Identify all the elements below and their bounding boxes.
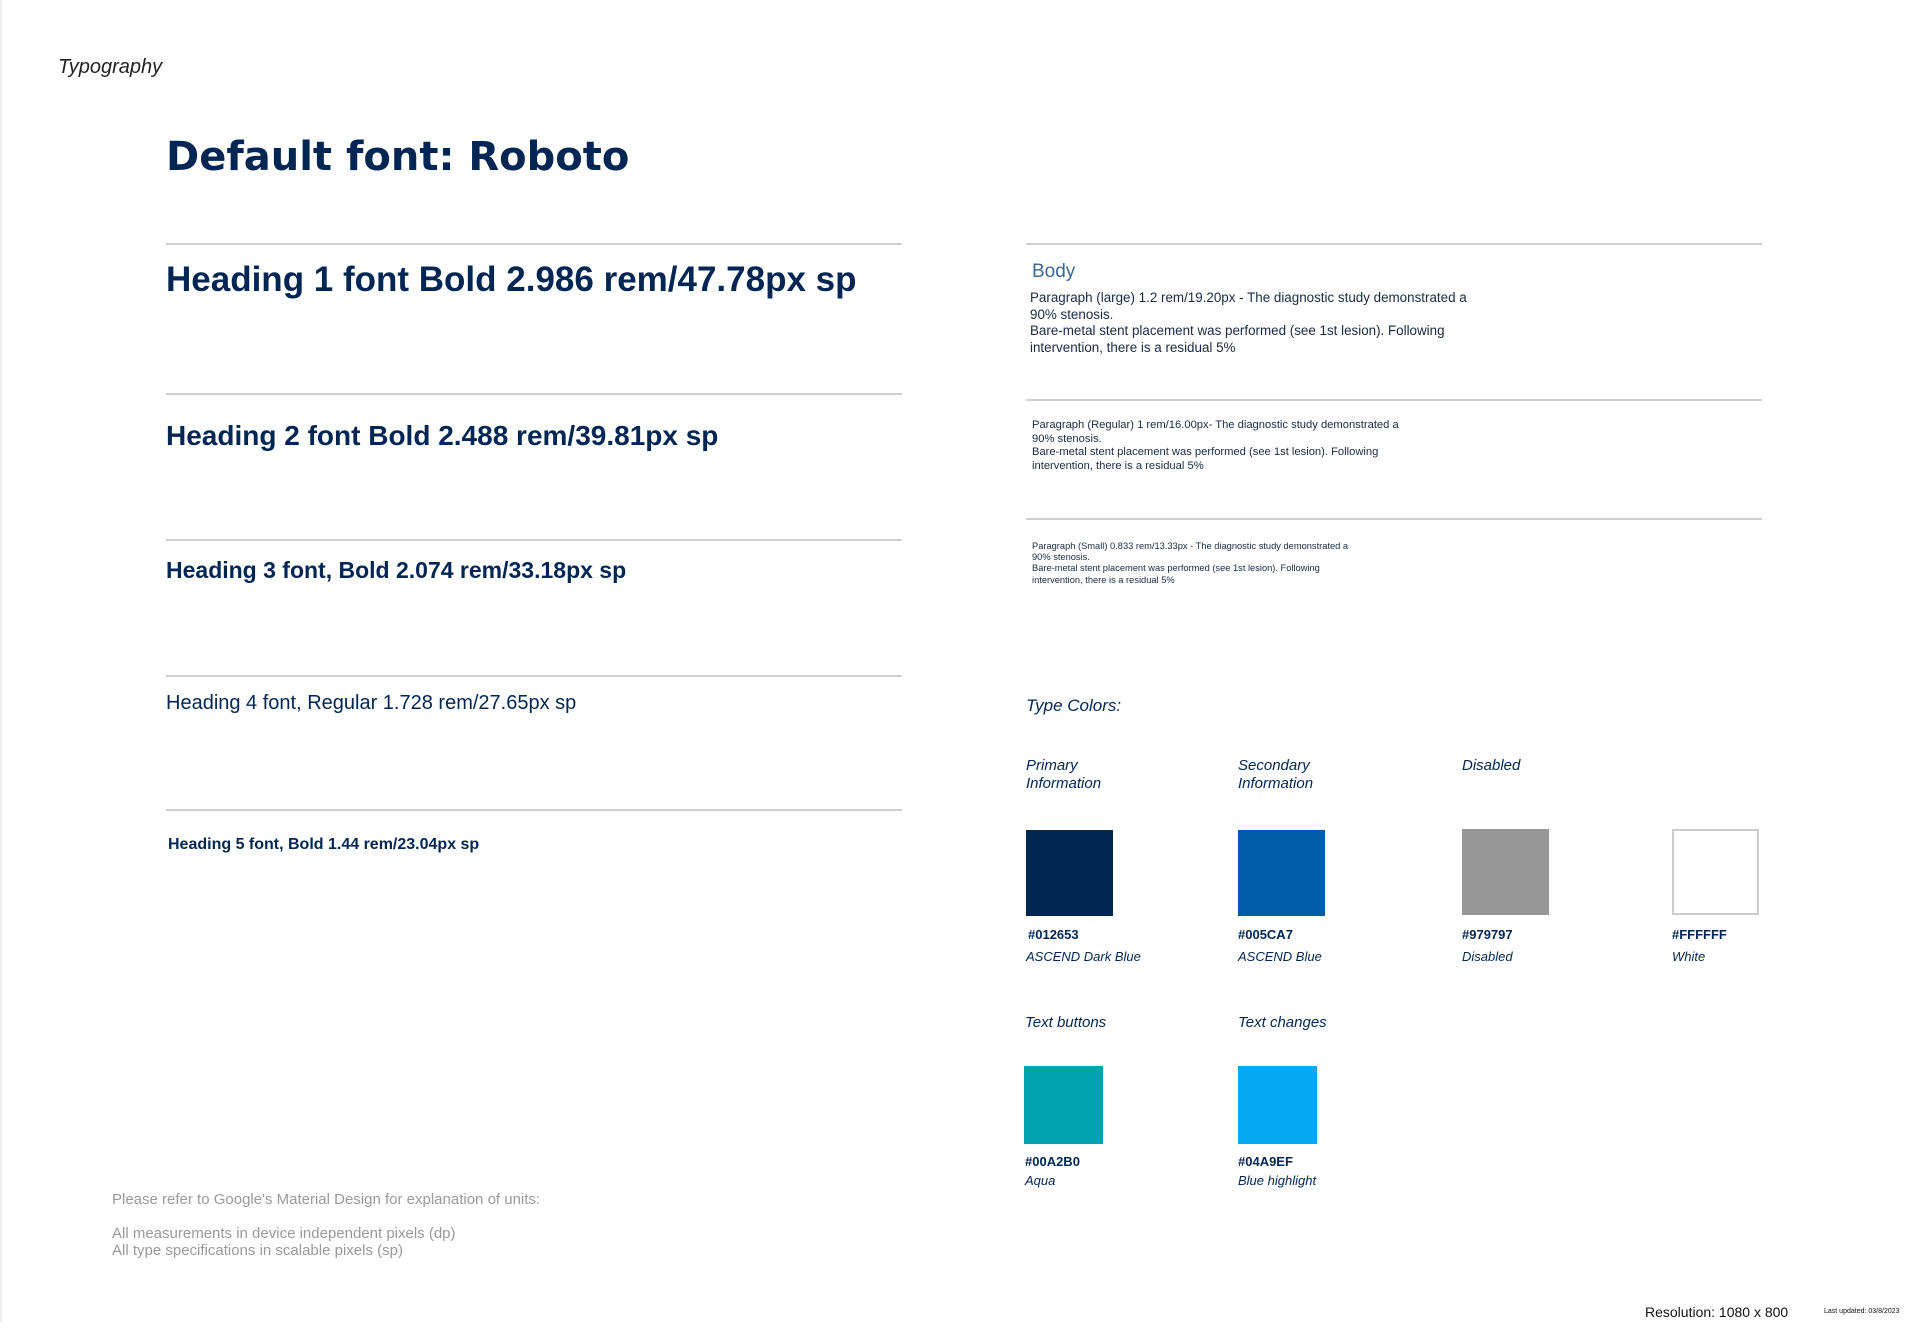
swatch-name: ASCEND Blue [1238,949,1322,964]
resolution-label: Resolution: 1080 x 800 [1645,1304,1789,1320]
heading-2-sample: Heading 2 font Bold 2.488 rem/39.81px sp [166,420,719,451]
heading-4-sample: Heading 4 font, Regular 1.728 rem/27.65px sp [166,692,577,714]
divider [1026,399,1762,401]
page-edge [0,0,2,1322]
swatch-hex: #979797 [1462,927,1513,942]
paragraph-line: Bare-metal stent placement was performed (see 1st lesion). Following [1030,323,1445,338]
paragraph-line: Paragraph (Regular) 1 rem/16.00px- The diagnostic study demonstrated a [1032,419,1399,431]
secondary-information-label [1238,757,1313,793]
type-colors-label: Type Colors: [1026,696,1122,715]
swatch-hex: #04A9EF [1238,1154,1293,1169]
swatch-name: ASCEND Dark Blue [1026,949,1141,964]
paragraph-line: intervention, there is a residual 5% [1032,574,1175,585]
divider [166,675,902,677]
section-label: Typography [58,56,163,78]
paragraph-line: 90% stenosis. [1032,432,1102,445]
dp-note: All measurements in device independent pixels (dp) [112,1225,456,1242]
heading-3-sample: Heading 3 font, Bold 2.074 rem/33.18px sp [166,557,627,583]
divider [1026,243,1762,245]
paragraph-small-sample [1032,541,1412,586]
paragraph-line: Bare-metal stent placement was performed (see 1st lesion). Following [1032,446,1379,459]
label-line: Secondary [1238,757,1310,774]
swatch-aqua [1024,1066,1103,1144]
body-label: Body [1032,261,1076,282]
swatch-ascend-blue [1238,830,1325,916]
divider [166,809,902,811]
swatch-dark-blue [1026,830,1113,916]
swatch-name: White [1672,949,1706,964]
paragraph-line: 90% stenosis. [1032,552,1090,563]
label-line: Information [1026,775,1102,792]
last-updated-label: Last updated: 03/8/2023 [1824,1308,1900,1315]
text-buttons-label: Text buttons [1025,1014,1107,1031]
swatch-white [1672,829,1759,915]
divider [166,539,902,541]
material-design-note: Please refer to Google's Material Design for explanation of units: [112,1191,541,1208]
swatch-name: Blue highlight [1238,1173,1317,1188]
sp-note: All type specifications in scalable pixels (sp) [112,1242,403,1259]
divider [166,243,902,245]
disabled-label: Disabled [1462,757,1521,774]
swatch-hex: #FFFFFF [1672,927,1727,942]
text-changes-label: Text changes [1238,1014,1327,1031]
label-line: Primary [1026,757,1078,774]
swatch-hex: #00A2B0 [1025,1154,1080,1169]
primary-information-label [1026,757,1101,793]
label-line: Information [1238,775,1314,792]
swatch-hex: #012653 [1028,927,1079,942]
divider [1026,518,1762,520]
swatch-name: Aqua [1025,1173,1056,1188]
paragraph-large-sample [1030,290,1530,356]
swatch-blue-highlight [1238,1066,1317,1144]
divider [166,393,902,395]
paragraph-regular-sample [1032,419,1462,473]
paragraph-line: Bare-metal stent placement was performed (see 1st lesion). Following [1032,563,1320,574]
paragraph-line: intervention, there is a residual 5% [1030,339,1236,355]
swatch-disabled-grey [1462,829,1549,915]
paragraph-line: Paragraph (large) 1.2 rem/19.20px - The diagnostic study demonstrated a [1030,290,1467,305]
swatch-name: Disabled [1462,949,1513,964]
paragraph-line: Paragraph (Small) 0.833 rem/13.33px - The diagnostic study demonstrated a [1032,541,1349,551]
paragraph-line: 90% stenosis. [1030,306,1114,322]
page-title: Default font: Roboto [166,134,630,180]
heading-1-sample: Heading 1 font Bold 2.986 rem/47.78px sp [166,260,857,299]
heading-5-sample: Heading 5 font, Bold 1.44 rem/23.04px sp [168,836,480,853]
paragraph-line: intervention, there is a residual 5% [1032,459,1204,472]
swatch-hex: #005CA7 [1238,927,1293,942]
